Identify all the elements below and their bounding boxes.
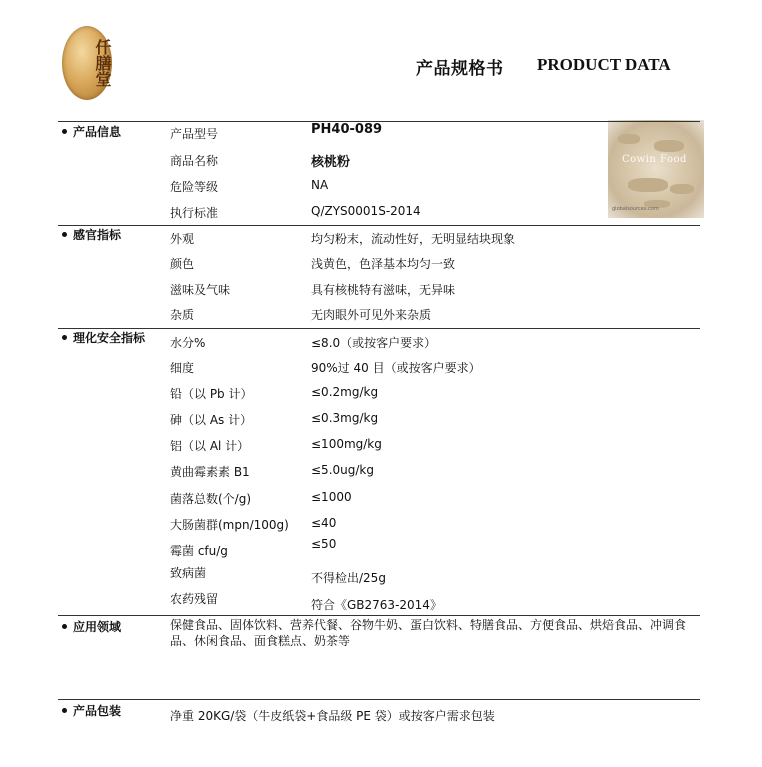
field-value: ≤5.0ug/kg — [311, 463, 374, 477]
photo-caption: globalsources.com — [612, 206, 659, 212]
field-value: 具有核桃特有滋味，无异味 — [311, 283, 456, 297]
product-name-value: 核桃粉 — [311, 155, 351, 170]
photo-watermark: Cowin Food — [622, 154, 687, 165]
field-value: 符合《GB2763-2014》 — [311, 598, 442, 612]
section-label-application: 应用领域 — [62, 618, 121, 635]
field-label: 颜色 — [170, 257, 195, 271]
bullet-icon — [62, 232, 67, 237]
field-label: 执行标准 — [170, 206, 219, 220]
doc-title-en: PRODUCT DATA — [537, 55, 671, 74]
field-value: ≤0.3mg/kg — [311, 411, 379, 425]
field-value: ≤8.0（或按客户要求） — [311, 336, 437, 350]
field-label: 外观 — [170, 232, 195, 246]
field-value: 无肉眼外可见外来杂质 — [311, 308, 432, 322]
field-value: Q/ZYS0001S-2014 — [311, 204, 421, 218]
field-value: ≤100mg/kg — [311, 437, 382, 451]
section-label-packaging: 产品包装 — [62, 702, 121, 719]
company-logo — [62, 26, 112, 100]
field-value: NA — [311, 178, 329, 192]
divider — [58, 225, 700, 226]
field-value: 90%过 40 目（或按客户要求） — [311, 361, 481, 375]
field-label: 砷（以 As 计） — [170, 413, 253, 427]
field-label: 危险等级 — [170, 180, 219, 194]
product-photo — [608, 120, 704, 218]
packaging-text: 净重 20KG/袋（牛皮纸袋+食品级 PE 袋）或按客户需求包装 — [170, 709, 495, 723]
field-value: 浅黄色，色泽基本均匀一致 — [311, 257, 456, 271]
field-value: ≤40 — [311, 516, 337, 530]
section-label-sensory: 感官指标 — [62, 226, 121, 243]
field-label: 滋味及气味 — [170, 283, 231, 297]
field-label: 农药残留 — [170, 592, 219, 606]
divider — [58, 615, 700, 616]
field-label: 商品名称 — [170, 154, 219, 168]
application-text: 保健食品、固体饮料、营养代餐、谷物牛奶、蛋白饮料、特膳食品、方便食品、烘焙食品、冲调食品、休闲食品、面食糕点、奶茶等 — [170, 618, 687, 648]
field-label: 铅（以 Pb 计） — [170, 387, 253, 401]
divider — [58, 699, 700, 700]
field-label: 铝（以 Al 计） — [170, 439, 250, 453]
field-value: ≤0.2mg/kg — [311, 385, 379, 399]
field-value: ≤50 — [311, 537, 337, 551]
bullet-icon — [62, 624, 67, 629]
field-label: 致病菌 — [170, 566, 207, 580]
field-label: 杂质 — [170, 308, 195, 322]
bullet-icon — [62, 335, 67, 340]
field-label: 细度 — [170, 361, 195, 375]
section-label-safety: 理化安全指标 — [62, 329, 145, 346]
field-label: 菌落总数(个/g) — [170, 492, 252, 506]
bullet-icon — [62, 708, 67, 713]
field-label: 产品型号 — [170, 127, 219, 141]
field-value: 不得检出/25g — [311, 571, 386, 585]
doc-title-zh: 产品规格书 — [416, 59, 504, 79]
product-model-value: PH40-089 — [311, 122, 383, 137]
field-label: 黄曲霉素素 B1 — [170, 465, 250, 479]
field-label: 水分% — [170, 336, 206, 350]
field-value: 均匀粉末，流动性好，无明显结块现象 — [311, 232, 516, 246]
field-label: 大肠菌群(mpn/100g) — [170, 518, 289, 532]
divider — [58, 328, 700, 329]
field-label: 霉菌 cfu/g — [170, 544, 228, 558]
logo-text: 仟膳堂 — [93, 39, 112, 87]
section-label-product-info: 产品信息 — [62, 123, 121, 140]
field-value: ≤1000 — [311, 490, 352, 504]
bullet-icon — [62, 129, 67, 134]
